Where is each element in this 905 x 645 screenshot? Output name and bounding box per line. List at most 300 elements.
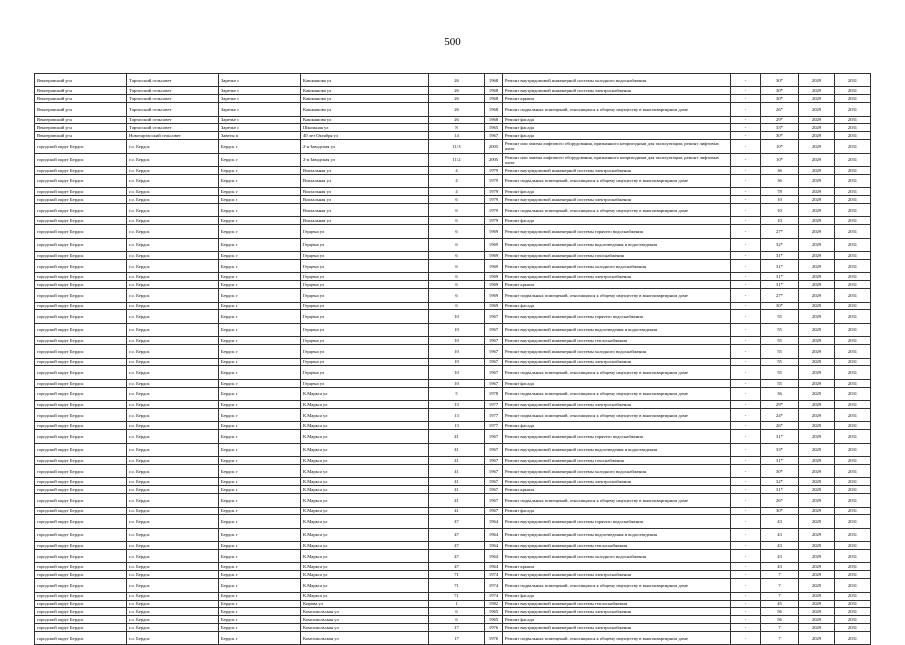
work-type-cell: Ремонт фасада: [503, 379, 731, 387]
settlement-cell: Бердск г: [219, 225, 301, 238]
end-year-cell: 2031: [835, 457, 871, 465]
end-year-cell: 2031: [835, 464, 871, 477]
street-cell: К.Маркса ул: [301, 592, 429, 600]
district-cell: городской округ Бердск: [35, 252, 127, 260]
table-row: [35, 624, 871, 632]
settlement-cell: Бердск г: [219, 345, 301, 358]
end-year-cell: 2031: [835, 132, 871, 140]
district-cell: городской округ Бердск: [35, 592, 127, 600]
build-year-cell: 1979: [485, 188, 503, 196]
build-year-cell: 1964: [485, 563, 503, 571]
house-number-cell: 41: [429, 443, 485, 456]
start-year-cell: 2029: [799, 188, 835, 196]
table-row: [35, 289, 871, 302]
house-number-cell: 17: [429, 624, 485, 632]
cost-cell: 29*: [761, 401, 799, 409]
work-type-cell: Ремонт подвальных помещений, относящихся к общему имуществу в многоквартирном доме: [503, 289, 731, 302]
table-row: [35, 579, 871, 592]
settlement-cell: Бердск г: [219, 632, 301, 645]
build-year-cell: 1967: [485, 430, 503, 443]
work-type-cell: Ремонт внутридомовой инженерной системы электроснабжения: [503, 624, 731, 632]
build-year-cell: 1982: [485, 600, 503, 608]
house-number-cell: 26: [429, 74, 485, 87]
dash-cell: -: [731, 132, 761, 140]
build-year-cell: 1979: [485, 174, 503, 187]
street-cell: К.Маркса ул: [301, 507, 429, 515]
settlement-cell: Бердск г: [219, 579, 301, 592]
settlement-cell: Бердск г: [219, 260, 301, 273]
table-row: [35, 74, 871, 87]
cost-cell: 26*: [761, 422, 799, 430]
dash-cell: -: [731, 624, 761, 632]
cost-cell: 55: [761, 310, 799, 323]
dash-cell: -: [731, 387, 761, 400]
table-row: [35, 486, 871, 494]
settlement-cell: Бердск г: [219, 337, 301, 345]
end-year-cell: 2031: [835, 289, 871, 302]
build-year-cell: 1969: [485, 238, 503, 251]
build-year-cell: 2005: [485, 140, 503, 153]
end-year-cell: 2031: [835, 409, 871, 422]
municipality-cell: г.о. Бердск: [127, 153, 219, 166]
work-type-cell: Ремонт внутридомовой инженерной системы газоснабжения: [503, 252, 731, 260]
table-row: [35, 204, 871, 217]
district-cell: городской округ Бердск: [35, 563, 127, 571]
cost-cell: 10*: [761, 140, 799, 153]
end-year-cell: 2031: [835, 174, 871, 187]
settlement-cell: Бердск г: [219, 153, 301, 166]
work-type-cell: Ремонт внутридомовой инженерной системы водоотведения и водоотведения: [503, 323, 731, 336]
end-year-cell: 2031: [835, 443, 871, 456]
house-number-cell: 26: [429, 87, 485, 95]
municipality-cell: Новотартасский сельсовет: [127, 132, 219, 140]
build-year-cell: 1967: [485, 366, 503, 379]
table-row: [35, 507, 871, 515]
dash-cell: -: [731, 443, 761, 456]
dash-cell: -: [731, 358, 761, 366]
district-cell: городской округ Бердск: [35, 238, 127, 251]
start-year-cell: 2029: [799, 337, 835, 345]
dash-cell: -: [731, 167, 761, 175]
dash-cell: -: [731, 457, 761, 465]
repair-schedule-table: [34, 73, 871, 645]
street-cell: Кашкашова ул: [301, 87, 429, 95]
street-cell: Комсомольская ул: [301, 616, 429, 624]
settlement-cell: Бердск г: [219, 443, 301, 456]
work-type-cell: Ремонт фасада: [503, 217, 731, 225]
district-cell: городской округ Бердск: [35, 188, 127, 196]
end-year-cell: 2031: [835, 204, 871, 217]
dash-cell: -: [731, 281, 761, 289]
municipality-cell: г.о. Бердск: [127, 238, 219, 251]
table-row: [35, 563, 871, 571]
table-row: [35, 116, 871, 124]
house-number-cell: 10: [429, 366, 485, 379]
end-year-cell: 2031: [835, 358, 871, 366]
build-year-cell: 2005: [485, 153, 503, 166]
start-year-cell: 2029: [799, 74, 835, 87]
cost-cell: 45: [761, 600, 799, 608]
end-year-cell: 2031: [835, 422, 871, 430]
house-number-cell: 13: [429, 409, 485, 422]
district-cell: городской округ Бердск: [35, 196, 127, 204]
district-cell: городской округ Бердск: [35, 289, 127, 302]
end-year-cell: 2031: [835, 87, 871, 95]
settlement-cell: Бердск г: [219, 478, 301, 486]
street-cell: Комсомольская ул: [301, 632, 429, 645]
settlement-cell: Заречье с: [219, 87, 301, 95]
build-year-cell: 1969: [485, 252, 503, 260]
street-cell: Вокзальная ул: [301, 217, 429, 225]
start-year-cell: 2029: [799, 550, 835, 563]
end-year-cell: 2031: [835, 167, 871, 175]
start-year-cell: 2029: [799, 632, 835, 645]
house-number-cell: 47: [429, 542, 485, 550]
dash-cell: -: [731, 204, 761, 217]
build-year-cell: 1969: [485, 281, 503, 289]
street-cell: К.Маркса ул: [301, 478, 429, 486]
work-type-cell: Ремонт внутридомовой инженерной системы теплоснабжения: [503, 542, 731, 550]
start-year-cell: 2029: [799, 457, 835, 465]
municipality-cell: Тартасский сельсовет: [127, 87, 219, 95]
street-cell: Кашкашова ул: [301, 103, 429, 116]
build-year-cell: 1967: [485, 507, 503, 515]
municipality-cell: г.о. Бердск: [127, 204, 219, 217]
street-cell: К.Маркса ул: [301, 409, 429, 422]
work-type-cell: Ремонт внутридомовой инженерной системы водоотведения и водоотведения: [503, 238, 731, 251]
end-year-cell: 2031: [835, 486, 871, 494]
start-year-cell: 2029: [799, 563, 835, 571]
street-cell: Герцена ул: [301, 323, 429, 336]
work-type-cell: Ремонт внутридомовой инженерной системы горячего водоснабжения: [503, 430, 731, 443]
start-year-cell: 2029: [799, 401, 835, 409]
settlement-cell: Заречье с: [219, 116, 301, 124]
cost-cell: 43: [761, 563, 799, 571]
municipality-cell: г.о. Бердск: [127, 366, 219, 379]
build-year-cell: 1964: [485, 515, 503, 528]
end-year-cell: 2031: [835, 140, 871, 153]
cost-cell: 7: [761, 579, 799, 592]
table-row: [35, 443, 871, 456]
district-cell: городской округ Бердск: [35, 616, 127, 624]
street-cell: Герцена ул: [301, 289, 429, 302]
end-year-cell: 2031: [835, 528, 871, 541]
settlement-cell: Бердск г: [219, 507, 301, 515]
settlement-cell: Заречье с: [219, 124, 301, 132]
end-year-cell: 2031: [835, 310, 871, 323]
house-number-cell: 6: [429, 196, 485, 204]
work-type-cell: Ремонт подвальных помещений, относящихся к общему имуществу в многоквартирном доме: [503, 204, 731, 217]
cost-cell: 10: [761, 204, 799, 217]
municipality-cell: г.о. Бердск: [127, 478, 219, 486]
district-cell: городской округ Бердск: [35, 387, 127, 400]
municipality-cell: г.о. Бердск: [127, 167, 219, 175]
settlement-cell: Бердск г: [219, 358, 301, 366]
district-cell: городской округ Бердск: [35, 430, 127, 443]
district-cell: городской округ Бердск: [35, 571, 127, 579]
work-type-cell: Ремонт внутридомовой инженерной системы электроснабжения: [503, 167, 731, 175]
house-number-cell: 71: [429, 579, 485, 592]
build-year-cell: 1979: [485, 196, 503, 204]
dash-cell: -: [731, 632, 761, 645]
start-year-cell: 2029: [799, 252, 835, 260]
table-row: [35, 387, 871, 400]
start-year-cell: 2029: [799, 273, 835, 281]
end-year-cell: 2031: [835, 238, 871, 251]
end-year-cell: 2031: [835, 494, 871, 507]
work-type-cell: Ремонт внутридомовой инженерной системы холодного водоснабжения: [503, 464, 731, 477]
street-cell: Герцена ул: [301, 238, 429, 251]
municipality-cell: г.о. Бердск: [127, 302, 219, 310]
table-row: [35, 632, 871, 645]
build-year-cell: 1967: [485, 486, 503, 494]
start-year-cell: 2029: [799, 528, 835, 541]
end-year-cell: 2031: [835, 345, 871, 358]
work-type-cell: Ремонт внутридомовой инженерной системы холодного водоснабжения: [503, 550, 731, 563]
house-number-cell: 47: [429, 563, 485, 571]
house-number-cell: 10: [429, 323, 485, 336]
work-type-cell: Ремонт внутридомовой инженерной системы водоотведения и водоотведения: [503, 528, 731, 541]
cost-cell: 36: [761, 387, 799, 400]
cost-cell: 31*: [761, 486, 799, 494]
district-cell: городской округ Бердск: [35, 225, 127, 238]
house-number-cell: 10: [429, 358, 485, 366]
house-number-cell: 1: [429, 600, 485, 608]
house-number-cell: 47: [429, 515, 485, 528]
start-year-cell: 2029: [799, 174, 835, 187]
district-cell: городской округ Бердск: [35, 600, 127, 608]
municipality-cell: г.о. Бердск: [127, 174, 219, 187]
start-year-cell: 2029: [799, 260, 835, 273]
cost-cell: 55: [761, 345, 799, 358]
end-year-cell: 2031: [835, 225, 871, 238]
build-year-cell: 1968: [485, 74, 503, 87]
work-type-cell: Ремонт подвальных помещений, относящихся к общему имуществу в многоквартирном доме: [503, 409, 731, 422]
table-row: [35, 225, 871, 238]
cost-cell: 43: [761, 515, 799, 528]
table-row: [35, 281, 871, 289]
settlement-cell: Бердск г: [219, 387, 301, 400]
settlement-cell: Заречье с: [219, 74, 301, 87]
start-year-cell: 2029: [799, 204, 835, 217]
cost-cell: 56: [761, 608, 799, 616]
settlement-cell: Бердск г: [219, 273, 301, 281]
build-year-cell: 1977: [485, 422, 503, 430]
street-cell: Герцена ул: [301, 225, 429, 238]
start-year-cell: 2029: [799, 608, 835, 616]
house-number-cell: 13: [429, 422, 485, 430]
cost-cell: 55: [761, 323, 799, 336]
dash-cell: -: [731, 486, 761, 494]
build-year-cell: 1968: [485, 116, 503, 124]
work-type-cell: Ремонт крыши: [503, 563, 731, 571]
district-cell: городской округ Бердск: [35, 153, 127, 166]
start-year-cell: 2029: [799, 116, 835, 124]
settlement-cell: Бердск г: [219, 616, 301, 624]
build-year-cell: 1976: [485, 624, 503, 632]
district-cell: Венгеровский р-н: [35, 87, 127, 95]
start-year-cell: 2029: [799, 515, 835, 528]
house-number-cell: 6: [429, 608, 485, 616]
dash-cell: -: [731, 379, 761, 387]
end-year-cell: 2031: [835, 188, 871, 196]
work-type-cell: Ремонт внутридомовой инженерной системы электроснабжения: [503, 358, 731, 366]
street-cell: Кирова ул: [301, 600, 429, 608]
street-cell: Герцена ул: [301, 281, 429, 289]
municipality-cell: г.о. Бердск: [127, 600, 219, 608]
house-number-cell: 41: [429, 507, 485, 515]
start-year-cell: 2029: [799, 379, 835, 387]
start-year-cell: 2029: [799, 592, 835, 600]
work-type-cell: Ремонт или замена лифтового оборудования, признанного непригодным для эксплуатации, ремонт лифтовых шахт: [503, 153, 731, 166]
municipality-cell: Тартасский сельсовет: [127, 103, 219, 116]
dash-cell: -: [731, 409, 761, 422]
cost-cell: 30*: [761, 464, 799, 477]
build-year-cell: 1967: [485, 464, 503, 477]
settlement-cell: Бердск г: [219, 422, 301, 430]
start-year-cell: 2029: [799, 616, 835, 624]
cost-cell: 24*: [761, 409, 799, 422]
district-cell: Венгеровский р-н: [35, 116, 127, 124]
street-cell: К.Маркса ул: [301, 515, 429, 528]
end-year-cell: 2031: [835, 608, 871, 616]
start-year-cell: 2029: [799, 366, 835, 379]
municipality-cell: г.о. Бердск: [127, 443, 219, 456]
work-type-cell: Ремонт фасада: [503, 132, 731, 140]
street-cell: Герцена ул: [301, 302, 429, 310]
end-year-cell: 2031: [835, 74, 871, 87]
house-number-cell: 41: [429, 457, 485, 465]
start-year-cell: 2029: [799, 124, 835, 132]
street-cell: К.Маркса ул: [301, 571, 429, 579]
start-year-cell: 2029: [799, 486, 835, 494]
district-cell: городской округ Бердск: [35, 486, 127, 494]
end-year-cell: 2031: [835, 478, 871, 486]
street-cell: К.Маркса ул: [301, 464, 429, 477]
house-number-cell: 11/3: [429, 140, 485, 153]
settlement-cell: Бердск г: [219, 401, 301, 409]
district-cell: городской округ Бердск: [35, 358, 127, 366]
district-cell: городской округ Бердск: [35, 528, 127, 541]
cost-cell: 55: [761, 337, 799, 345]
start-year-cell: 2029: [799, 387, 835, 400]
settlement-cell: Бердск г: [219, 624, 301, 632]
start-year-cell: 2029: [799, 409, 835, 422]
build-year-cell: 1977: [485, 409, 503, 422]
dash-cell: -: [731, 579, 761, 592]
end-year-cell: 2031: [835, 563, 871, 571]
settlement-cell: Бердск г: [219, 486, 301, 494]
dash-cell: -: [731, 116, 761, 124]
street-cell: Вокзальная ул: [301, 188, 429, 196]
dash-cell: -: [731, 289, 761, 302]
municipality-cell: г.о. Бердск: [127, 494, 219, 507]
cost-cell: 26*: [761, 103, 799, 116]
dash-cell: -: [731, 464, 761, 477]
cost-cell: 43: [761, 542, 799, 550]
end-year-cell: 2031: [835, 366, 871, 379]
end-year-cell: 2031: [835, 571, 871, 579]
street-cell: Герцена ул: [301, 379, 429, 387]
house-number-cell: 41: [429, 478, 485, 486]
cost-cell: 55: [761, 379, 799, 387]
district-cell: городской округ Бердск: [35, 457, 127, 465]
house-number-cell: 6: [429, 238, 485, 251]
table-row: [35, 140, 871, 153]
street-cell: К.Маркса ул: [301, 563, 429, 571]
settlement-cell: Бердск г: [219, 379, 301, 387]
settlement-cell: Бердск г: [219, 366, 301, 379]
district-cell: Венгеровский р-н: [35, 124, 127, 132]
table-row: [35, 167, 871, 175]
work-type-cell: Ремонт фасада: [503, 592, 731, 600]
table-row: [35, 260, 871, 273]
start-year-cell: 2029: [799, 87, 835, 95]
table-row: [35, 401, 871, 409]
end-year-cell: 2031: [835, 103, 871, 116]
settlement-cell: Заречье с: [219, 103, 301, 116]
work-type-cell: Ремонт подвальных помещений, относящихся к общему имуществу в многоквартирном доме: [503, 366, 731, 379]
dash-cell: -: [731, 124, 761, 132]
build-year-cell: 1977: [485, 401, 503, 409]
district-cell: городской округ Бердск: [35, 204, 127, 217]
dash-cell: -: [731, 87, 761, 95]
district-cell: городской округ Бердск: [35, 302, 127, 310]
municipality-cell: г.о. Бердск: [127, 571, 219, 579]
house-number-cell: 47: [429, 550, 485, 563]
house-number-cell: 71: [429, 592, 485, 600]
municipality-cell: г.о. Бердск: [127, 486, 219, 494]
district-cell: городской округ Бердск: [35, 443, 127, 456]
table-row: [35, 616, 871, 624]
district-cell: городской округ Бердск: [35, 323, 127, 336]
house-number-cell: 6: [429, 302, 485, 310]
dash-cell: -: [731, 616, 761, 624]
municipality-cell: г.о. Бердск: [127, 457, 219, 465]
municipality-cell: г.о. Бердск: [127, 225, 219, 238]
dash-cell: -: [731, 542, 761, 550]
district-cell: городской округ Бердск: [35, 542, 127, 550]
cost-cell: 10: [761, 217, 799, 225]
street-cell: Герцена ул: [301, 260, 429, 273]
street-cell: Герцена ул: [301, 273, 429, 281]
cost-cell: 26*: [761, 494, 799, 507]
settlement-cell: Бердск г: [219, 302, 301, 310]
street-cell: 2-я Заводская ул: [301, 140, 429, 153]
municipality-cell: г.о. Бердск: [127, 289, 219, 302]
build-year-cell: 1967: [485, 337, 503, 345]
work-type-cell: Ремонт внутридомовой инженерной системы холодного водоснабжения: [503, 74, 731, 87]
start-year-cell: 2029: [799, 153, 835, 166]
district-cell: городской округ Бердск: [35, 217, 127, 225]
work-type-cell: Ремонт крыши: [503, 281, 731, 289]
municipality-cell: г.о. Бердск: [127, 260, 219, 273]
work-type-cell: Ремонт внутридомовой инженерной системы электроснабжения: [503, 87, 731, 95]
work-type-cell: Ремонт внутридомовой инженерной системы холодного водоснабжения: [503, 345, 731, 358]
start-year-cell: 2029: [799, 422, 835, 430]
cost-cell: 27*: [761, 289, 799, 302]
build-year-cell: 1979: [485, 167, 503, 175]
build-year-cell: 1965: [485, 616, 503, 624]
district-cell: городской округ Бердск: [35, 494, 127, 507]
cost-cell: 56: [761, 616, 799, 624]
street-cell: 2-я Заводская ул: [301, 153, 429, 166]
street-cell: Вокзальная ул: [301, 174, 429, 187]
build-year-cell: 1964: [485, 542, 503, 550]
dash-cell: -: [731, 478, 761, 486]
dash-cell: -: [731, 260, 761, 273]
end-year-cell: 2031: [835, 124, 871, 132]
